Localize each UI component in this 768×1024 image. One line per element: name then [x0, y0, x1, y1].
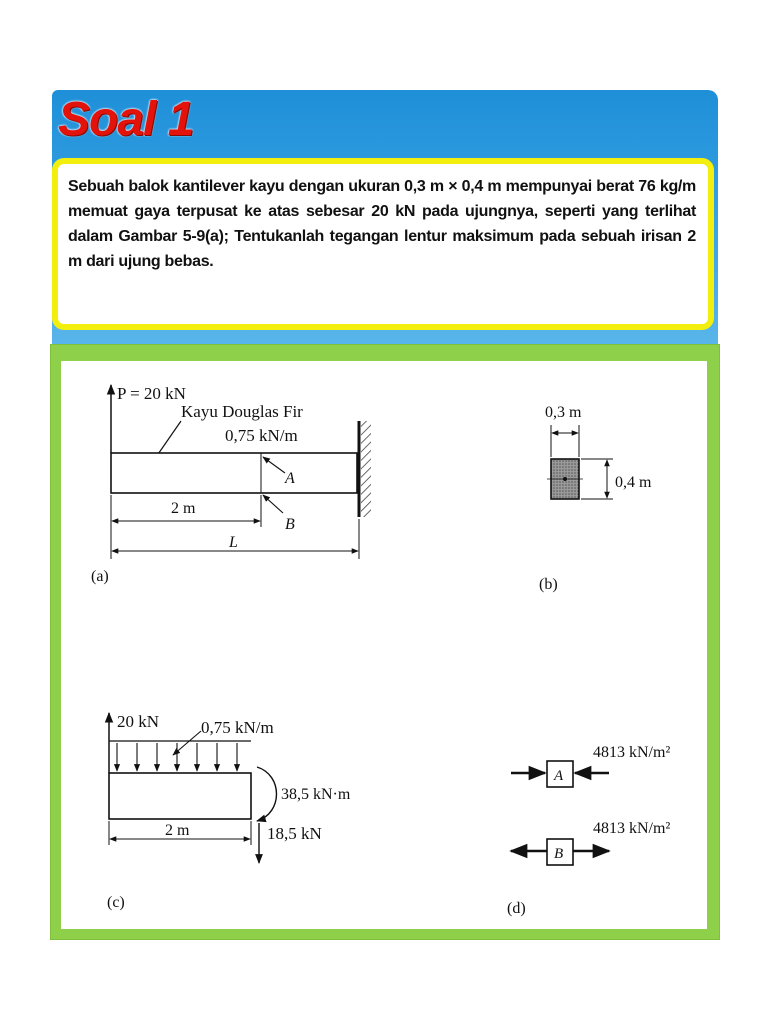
stress-element-a-label: A: [554, 768, 564, 784]
beam-figure: [61, 361, 707, 929]
point-b-label: B: [285, 516, 295, 533]
load-p-label: P = 20 kN: [117, 384, 186, 403]
stress-a-label: 4813 kN/m²: [593, 744, 671, 761]
distributed-load-label: 0,75 kN/m: [225, 426, 298, 445]
distributed-load-c-label: 0,75 kN/m: [201, 718, 274, 737]
figure-area: [61, 361, 707, 929]
panel-a: [91, 384, 371, 585]
caption-d: (d): [507, 900, 526, 917]
moment-arc: [257, 767, 277, 821]
point-b-leader: [263, 495, 283, 513]
material-label: Kayu Douglas Fir: [181, 402, 303, 421]
beam-c: [109, 773, 251, 819]
dim-l-label: L: [229, 534, 238, 551]
panel-b: [539, 404, 652, 593]
caption-a: (a): [91, 568, 109, 585]
point-a-label: A: [285, 470, 295, 487]
wall-hatch: [361, 421, 371, 517]
dim-2m-c-label: 2 m: [165, 822, 190, 839]
slide-title: Soal 1: [58, 93, 194, 146]
caption-b: (b): [539, 576, 558, 593]
problem-text: Sebuah balok kantilever kayu dengan ukuran 0,3 m × 0,4 m mempunyai berat 76 kg/m memuat gaya terpusat ke atas sebesar 20 kN pada ujungnya, seperti yang terlihat dalam Gambar 5-9(a); Tentukanlah tegangan lentur maksimum pada sebuah irisan 2 m dari ujung bebas.: [68, 178, 696, 270]
stress-element-b-label: B: [554, 846, 564, 862]
moment-label: 38,5 kN·m: [281, 786, 351, 803]
force-20kn-label: 20 kN: [117, 712, 160, 731]
beam-a: [111, 453, 357, 493]
section-width-label: 0,3 m: [545, 404, 582, 421]
caption-c: (c): [107, 894, 125, 911]
stress-b-label: 4813 kN/m²: [593, 820, 671, 837]
panel-c: [107, 712, 351, 911]
section-height-label: 0,4 m: [615, 474, 652, 491]
dim-2m-a-label: 2 m: [171, 500, 196, 517]
problem-box: [52, 158, 714, 330]
panel-d: [507, 744, 670, 917]
shear-label: 18,5 kN: [267, 824, 322, 843]
